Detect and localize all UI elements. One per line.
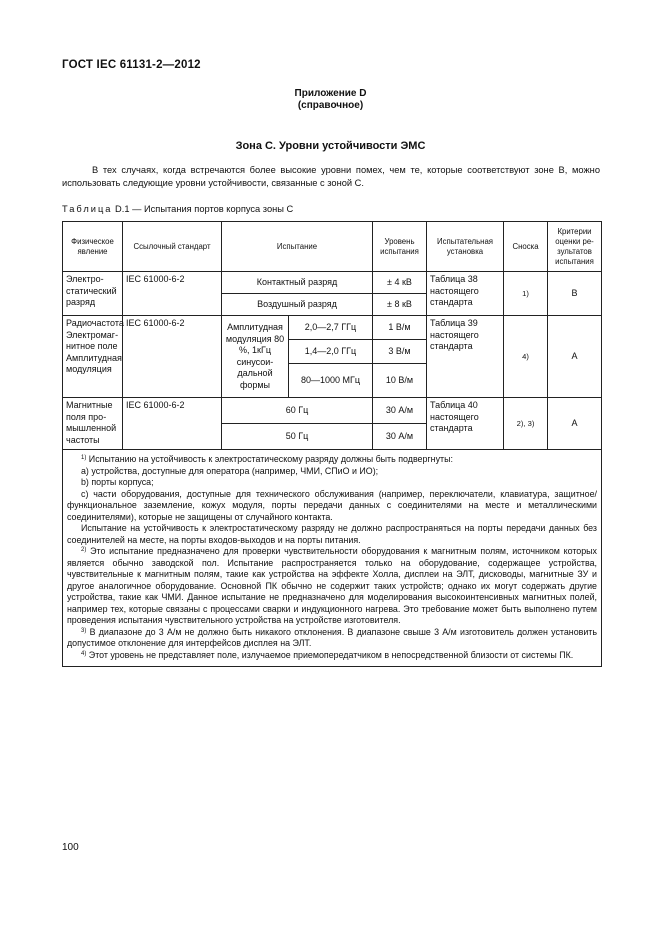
esd-standard: IEC 61000-6-2 xyxy=(123,272,222,316)
table-row xyxy=(63,272,602,294)
document-header: ГОСТ IEC 61131-2—2012 xyxy=(62,59,201,71)
emc-test-table xyxy=(62,221,602,667)
rf-level-1: 1 В/м xyxy=(373,316,427,340)
esd-contact-level: ± 4 кВ xyxy=(373,272,427,294)
table-header-row xyxy=(63,222,602,272)
rf-footnote: 4) xyxy=(504,316,548,398)
header-test: Испытание xyxy=(222,222,373,272)
table-notes xyxy=(63,450,602,667)
rf-criteria: A xyxy=(548,316,602,398)
rf-band-3: 80—1000 МГц xyxy=(289,364,373,398)
table-caption-text: — Испытания портов корпуса зоны С xyxy=(129,204,294,214)
annex-title: Приложение D xyxy=(294,88,367,99)
rf-level-2: 3 В/м xyxy=(373,340,427,364)
rf-level-3: 10 В/м xyxy=(373,364,427,398)
intro-paragraph: В тех случаях, когда встречаются более высокие уровни помех, чем те, которые соответствуют зоне В, можно использовать следующие уровни устойчивости, связанные с зоной С. xyxy=(62,165,600,188)
table-caption xyxy=(62,204,293,214)
esd-phenomenon: Электро-статический разряд xyxy=(63,272,123,316)
page-number: 100 xyxy=(62,842,79,853)
mag-phenomenon: Магнитные поля про-мышленной частоты xyxy=(63,398,123,450)
table-caption-number: D.1 xyxy=(115,204,130,214)
header-level: Уровень испытания xyxy=(373,222,427,272)
note-1: $^{1)}$ Испытанию на устойчивость к электростатическому разряду должны быть подвергнуты: xyxy=(81,454,453,464)
note-1-d: Испытание на устойчивость к электростатическому разряду не должно распространяться на порты передачи данных без соединителей на месте, на порты входов-выходов и на порты питания. xyxy=(67,523,597,545)
esd-air-level: ± 8 кВ xyxy=(373,294,427,316)
note-1-c: с) части оборудования, доступные для технического обслуживания (например, переключатели, клавиатура, защитное/функциональное заземление, кожух модуля, порты передачи данных с соединителями на месте и металлическими соединителями), которые не защищены от случайного контакта. xyxy=(67,488,597,522)
note-2: $^{2)}$ Это испытание предназначено для проверки чувствительности оборудования к магнитным полям, источником которых является обычно заводской пол. Испытание распространяется только на оборудование, содержащее устройства, чувствительные к магнитным полям, такие как устройства на эффекте Холла, дисплеи на ЭЛТ, дисководы, магнитные ЗУ и другое аналогичное оборудование. Основной ПК обычно не содержит таких устройств; однако их могут содержать другие устройства, такие как ЧМИ. Данное испытание не предназначено для моделирования высокоинтенсивных магнитных полей, например тех, которые связаны с процессами сварки и индукционного нагрева. Это требование может быть выполнено путем проведения испытания чувствительного устройства на устройстве изготовителя. xyxy=(67,546,597,625)
header-phenomenon: Физическое явление xyxy=(63,222,123,272)
rf-standard: IEC 61000-6-2 xyxy=(123,316,222,398)
esd-contact: Контактный разряд xyxy=(222,272,373,294)
rf-band-1: 2,0—2,7 ГГц xyxy=(289,316,373,340)
table-row xyxy=(63,316,602,340)
mag-footnote: 2), 3) xyxy=(504,398,548,450)
note-1-b: b) порты корпуса; xyxy=(81,477,154,487)
rf-band-2: 1,4—2,0 ГГц xyxy=(289,340,373,364)
mag-level-2: 30 А/м xyxy=(373,424,427,450)
annex-heading xyxy=(0,88,661,112)
section-title: Зона С. Уровни устойчивости ЭМС xyxy=(235,140,426,152)
esd-footnote: 1) xyxy=(504,272,548,316)
mag-setup: Таблица 40 настоящего стандарта xyxy=(427,398,504,450)
mag-criteria: A xyxy=(548,398,602,450)
note-1-a: а) устройства, доступные для оператора (например, ЧМИ, СПиО и ИО); xyxy=(81,465,379,476)
mag-level-1: 30 А/м xyxy=(373,398,427,424)
header-criteria: Критерии оценки ре-зультатов испытания xyxy=(548,222,602,272)
table-caption-prefix: Таблица xyxy=(62,204,113,214)
header-setup: Испытательная установка xyxy=(427,222,504,272)
esd-criteria: B xyxy=(548,272,602,316)
esd-air: Воздушный разряд xyxy=(222,294,373,316)
header-standard: Ссылочный стандарт xyxy=(123,222,222,272)
mag-freq-2: 50 Гц xyxy=(222,424,373,450)
table-row xyxy=(63,398,602,424)
mag-freq-1: 60 Гц xyxy=(222,398,373,424)
annex-subtitle: (справочное) xyxy=(297,100,364,111)
note-3: $^{3)}$ В диапазоне до 3 А/м не должно быть никакого отклонения. В диапазоне свыше 3 А/м изготовитель должен установить допустимое отклонение для интерфейсов дисплея на ЭЛТ. xyxy=(67,626,597,648)
rf-phenomenon: Радиочастота Электромаг-нитное поле Амплитудная модуляция xyxy=(63,316,123,398)
table-notes-row xyxy=(63,450,602,667)
esd-setup: Таблица 38 настоящего стандарта xyxy=(427,272,504,316)
note-4: $^{4)}$ Этот уровень не представляет поле, излучаемое приемопередатчиком в непосредственной близости от системы ПК. xyxy=(81,649,574,660)
rf-modulation: Амплитудная модуляция 80 %, 1кГц синусои-дальной формы xyxy=(222,316,289,398)
mag-standard: IEC 61000-6-2 xyxy=(123,398,222,450)
rf-setup: Таблица 39 настоящего стандарта xyxy=(427,316,504,398)
header-footnote: Сноска xyxy=(504,222,548,272)
